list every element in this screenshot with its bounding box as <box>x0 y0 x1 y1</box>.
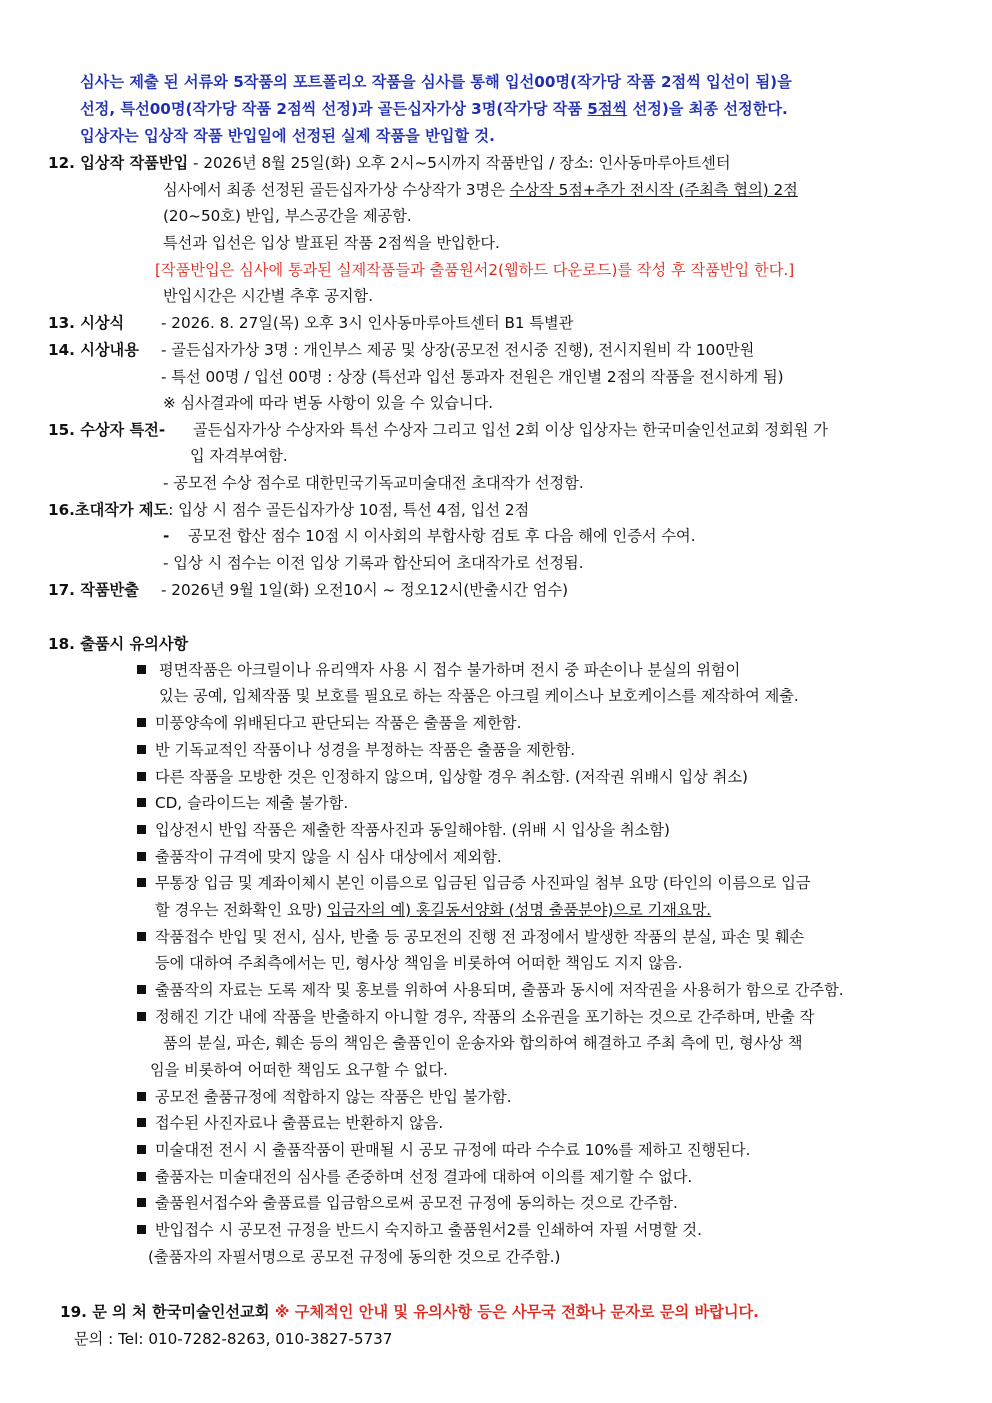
section-12-line-4: 특선과 입선은 입상 발표된 작품 2점씩을 반입한다. <box>163 234 500 252</box>
section-15-heading: 15. 수상자 특전- <box>48 421 166 439</box>
rule-7: 출품작이 규격에 맞지 않을 시 심사 대상에서 제외함. <box>155 848 502 866</box>
rule-1-line-1: 평면작품은 아크릴이나 유리액자 사용 시 접수 불가하며 전시 중 파손이나 분실의 위험이 <box>159 661 741 679</box>
intro-line-3: 입상자는 입상작 작품 반입일에 선정된 실제 작품을 반입할 것. <box>80 127 495 145</box>
bullet-square-icon <box>137 825 146 834</box>
section-15-line-1: 골든십자가상 수상자와 특선 수상자 그리고 입선 2회 이상 입상자는 한국미술인선교회 정회원 가 <box>193 421 828 439</box>
section-12-line-2-text: 심사에서 최종 선정된 골든십자가상 수상작가 3명은 <box>163 181 510 199</box>
bullet-square-icon <box>137 772 146 781</box>
section-13-text: - 2026. 8. 27일(목) 오후 3시 인사동마루아트센터 B1 특별관 <box>161 314 574 332</box>
section-18-heading: 18. 출품시 유의사항 <box>48 635 189 653</box>
bullet-square-icon <box>137 798 146 807</box>
section-16-text: : 입상 시 점수 골든십자가상 10점, 특선 4점, 입선 2점 <box>168 501 530 519</box>
bullet-square-icon <box>137 1012 146 1021</box>
section-15-line-3: - 공모전 수상 점수로 대한민국기독교미술대전 초대작가 선정함. <box>163 474 584 492</box>
section-13-heading: 13. 시상식 <box>48 314 125 332</box>
rule-9-line-2: 등에 대하여 주최측에서는 민, 형사상 책임을 비롯하여 어떠한 책임도 지지 않음. <box>155 954 683 972</box>
intro-line-2 <box>80 99 788 119</box>
section-19-notice: ※ 구체적인 안내 및 유의사항 등은 사무국 전화나 문자로 문의 바랍니다. <box>269 1303 759 1321</box>
intro-line-2-text: 선정, 특선00명(작가당 작품 2점씩 선정)과 골든십자가상 3명(작가당 작품 <box>80 100 588 118</box>
section-12-line-3: (20~50호) 반입, 부스공간을 제공함. <box>163 207 412 225</box>
bullet-square-icon <box>137 1118 146 1127</box>
rule-8-line-2 <box>155 900 711 920</box>
bullet-square-icon <box>137 985 146 994</box>
section-14-line-1: - 골든십자가상 3명 : 개인부스 제공 및 상장(공모전 전시중 진행), 전시지원비 각 100만원 <box>161 341 755 359</box>
rule-16: 출품원서접수와 출품료를 입금함으로써 공모전 규정에 동의하는 것으로 간주함. <box>155 1194 678 1212</box>
section-12-line-2 <box>163 180 798 200</box>
rule-11-line-3: 임을 비롯하여 어떠한 책임도 요구할 수 없다. <box>150 1061 448 1079</box>
rule-11-line-1: 정해진 기간 내에 작품을 반출하지 아니할 경우, 작품의 소유권을 포기하는 것으로 간주하며, 반출 작 <box>155 1008 815 1026</box>
rule-11-line-2: 품의 분실, 파손, 훼손 등의 책임은 출품인이 운송자와 합의하여 해결하고 주최 측에 민, 형사상 책 <box>163 1034 803 1052</box>
section-12-notice: [작품반입은 심사에 통과된 실제작품들과 출품원서2(웹하드 다운로드)를 작성 후 작품반입 한다.] <box>155 261 795 279</box>
section-12-text: - 2026년 8월 25일(화) 오후 2시~5시까지 작품반입 / 장소: 인사동마루아트센터 <box>188 154 731 172</box>
bullet-square-icon <box>137 1225 146 1234</box>
section-14-line-2: - 특선 00명 / 입선 00명 : 상장 (특선과 입선 통과자 전원은 개인별 2점의 작품을 전시하게 됨) <box>161 368 784 386</box>
section-14-heading: 14. 시상내용 <box>48 341 139 359</box>
rule-8-line-2-underlined: 입금자의 예) 홍길동서양화 (성명 출품분야)으로 기재요망. <box>326 901 712 919</box>
rule-3: 반 기독교적인 작품이나 성경을 부정하는 작품은 출품을 제한함. <box>155 741 576 759</box>
rule-8-line-1: 무통장 입금 및 계좌이체시 본인 이름으로 입금된 입금증 사진파일 첨부 요망 (타인의 이름으로 입금 <box>155 874 811 892</box>
section-15-line-2: 입 자격부여함. <box>190 447 288 465</box>
section-16-line-1 <box>48 500 529 520</box>
section-12-line-6: 반입시간은 시간별 추후 공지함. <box>163 287 374 305</box>
rule-15: 출품자는 미술대전의 심사를 존중하며 선정 결과에 대하여 이의를 제기할 수 없다. <box>155 1168 693 1186</box>
bullet-square-icon <box>137 932 146 941</box>
rule-5: CD, 슬라이드는 제출 불가함. <box>155 794 349 812</box>
section-16-line-2: 공모전 합산 점수 10점 시 이사회의 부합사항 검토 후 다음 해에 인증서 수여. <box>188 527 696 545</box>
contact-line: 문의 : Tel: 010-7282-8263, 010-3827-5737 <box>74 1330 393 1348</box>
bullet-square-icon <box>137 878 146 887</box>
section-17-heading: 17. 작품반출 <box>48 581 139 599</box>
bullet-square-icon <box>137 665 146 674</box>
section-16-line-3: - 입상 시 점수는 이전 입상 기록과 합산되어 초대작가로 선정됨. <box>163 554 584 572</box>
bullet-square-icon <box>137 1172 146 1181</box>
bullet-square-icon <box>137 852 146 861</box>
intro-line-2-tail: 선정)을 최종 선정한다. <box>627 100 788 118</box>
rule-4: 다른 작품을 모방한 것은 인정하지 않으며, 입상할 경우 취소함. (저작권 위배시 입상 취소) <box>155 768 748 786</box>
rule-14: 미술대전 전시 시 출품작품이 판매될 시 공모 규정에 따라 수수료 10%를 제하고 진행된다. <box>155 1141 751 1159</box>
bullet-square-icon <box>137 1145 146 1154</box>
section-16-dash: - <box>163 527 170 545</box>
section-14-line-3: ※ 심사결과에 따라 변동 사항이 있을 수 있습니다. <box>163 394 494 412</box>
rule-12: 공모전 출품규정에 적합하지 않는 작품은 반입 불가함. <box>155 1088 512 1106</box>
intro-line-2-underlined: 5점씩 <box>587 100 628 118</box>
rule-8-line-2-text: 할 경우는 전화확인 요망) <box>155 901 327 919</box>
rule-10: 출품작의 자료는 도록 제작 및 홍보를 위하여 사용되며, 출품과 동시에 저작권을 사용허가 함으로 간주함. <box>155 981 844 999</box>
rule-1-line-2: 있는 공예, 입체작품 및 보호를 필요로 하는 작품은 아크릴 케이스나 보호케이스를 제작하여 제출. <box>159 687 799 705</box>
bullet-square-icon <box>137 718 146 727</box>
section-12-line-2-underlined: 수상작 5점+추가 전시작 (주최측 협의) 2점 <box>509 181 798 199</box>
bullet-square-icon <box>137 745 146 754</box>
section-17-text: - 2026년 9월 1일(화) 오전10시 ~ 정오12시(반출시간 엄수) <box>161 581 569 599</box>
intro-line-1: 심사는 제출 된 서류와 5작품의 포트폴리오 작품을 심사를 통해 입선00명(작가당 작품 2점씩 입선이 됨)을 <box>80 73 792 91</box>
rule-13: 접수된 사진자료나 출품료는 반환하지 않음. <box>155 1114 444 1132</box>
rule-2: 미풍양속에 위배된다고 판단되는 작품은 출품을 제한함. <box>155 714 522 732</box>
section-19-heading: 19. 문 의 처 한국미술인선교회 <box>60 1303 270 1321</box>
section-12-heading: 12. 입상작 작품반입 <box>48 154 189 172</box>
section-12-line-1 <box>48 153 731 173</box>
bullet-square-icon <box>137 1198 146 1207</box>
section-19-line-1 <box>60 1302 759 1322</box>
rule-17-line-2: (출품자의 자필서명으로 공모전 규정에 동의한 것으로 간주함.) <box>148 1248 561 1266</box>
bullet-square-icon <box>137 1092 146 1101</box>
rule-6: 입상전시 반입 작품은 제출한 작품사진과 동일해야함. (위배 시 입상을 취소함) <box>155 821 670 839</box>
section-16-heading: 16.초대작가 제도 <box>48 501 169 519</box>
rule-17-line-1: 반입접수 시 공모전 규정을 반드시 숙지하고 출품원서2를 인쇄하여 자필 서명할 것. <box>155 1221 702 1239</box>
rule-9-line-1: 작품접수 반입 및 전시, 심사, 반출 등 공모전의 진행 전 과정에서 발생한 작품의 분실, 파손 및 훼손 <box>155 928 805 946</box>
